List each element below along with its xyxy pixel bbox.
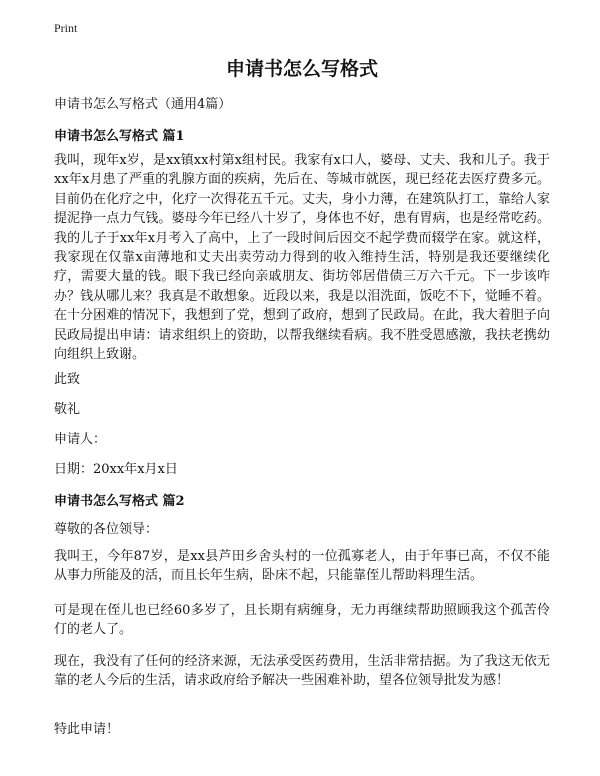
section-1-paragraph: 我叫，现年x岁，是xx镇xx村第x组村民。我家有x口人，婆母、丈夫、我和儿子。我于xx年x月患了严重的乳腺方面的疾病，先后在、等城市就医，现已经花去医疗费多元。目前仍在化疗之中，化疗一次得花五千元。丈夫，身小力薄，在建筑队打工，靠给人家提泥挣一点力气钱。婆母今年已经八十岁了，身体也不好，患有胃病，也是经常吃药。我的儿子于xx年x月考入了高中，上了一段时间后因交不起学费而辍学在家。就这样，我家现在仅靠x亩薄地和丈夫出卖劳动力得到的收入维持生活，特别是我还要继续化疗，需要大量的钱。眼下我已经向亲戚朋友、街坊邻居借债三万六千元。下一步该咋办？钱从哪儿来？我真是不敢想象。近段以来，我是以泪洗面，饭吃不下，觉睡不着。在十分困难的情况下，我想到了党，想到了政府，想到了民政局。在此，我大着胆子向民政局提出申请：请求组织上的资助，以帮我继续看病。我不胜受恩感激，我扶老携幼向组织上致谢。 [54,153,550,363]
section-2-paragraph-3: 现在，我没有了任何的经济来源，无法承受医药费用，生活非常拮据。为了我这无依无靠的老人今后的生活，请求政府给予解决一些困难补助，望各位领导批发为感！ [54,654,550,689]
section-2-paragraph-1: 我叫王，今年87岁，是xx县芦田乡舍头村的一位孤寡老人，由于年事已高，不仅不能从事力所能及的活，而且长年生病，卧床不起，只能靠侄儿帮助料理生活。 [54,549,550,584]
closing-salutation: 此致 [54,372,81,387]
closing-request: 特此申请！ [54,722,120,737]
document-subtitle: 申请书怎么写格式（通用4篇） [54,97,232,112]
greeting: 尊敬的各位领导： [54,522,159,537]
section-2-paragraph-2: 可是现在侄儿也已经60多岁了，且长期有病缠身，无力再继续帮助照顾我这个孤苦伶仃的老人了。 [54,603,550,638]
print-link[interactable]: Print [54,21,78,35]
date-line: 日期：20xx年x月x日 [54,462,178,477]
section-1-heading: 申请书怎么写格式 篇1 [54,129,185,144]
closing-regards: 敬礼 [54,402,81,417]
applicant-label: 申请人： [54,432,107,447]
document-title: 申请书怎么写格式 [225,58,378,80]
section-2-heading: 申请书怎么写格式 篇2 [54,494,185,509]
